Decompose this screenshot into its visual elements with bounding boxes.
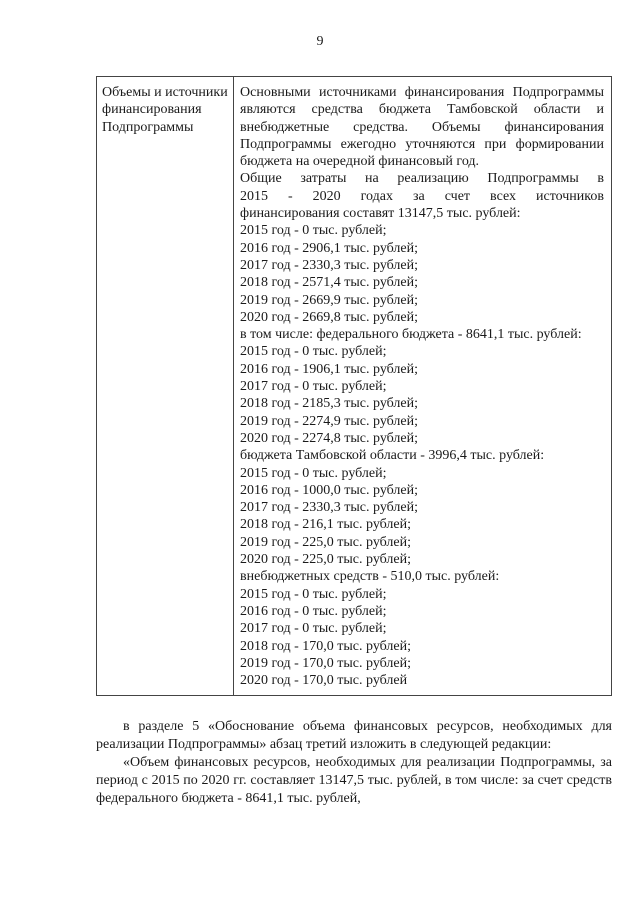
list-item: 2019 год - 170,0 тыс. рублей; (240, 655, 412, 671)
list-item: 2017 год - 2330,3 тыс. рублей; (240, 500, 419, 516)
list-item: 2018 год - 2185,3 тыс. рублей; (240, 396, 419, 412)
financing-intro: Основными источниками финансирования Подпрограммы являются средства бюджета Тамбовской области и внебюджетные средства. Объемы финансирования Подпрограммы ежегодно уточняются при формировании бюджета на очередной финансовый год. (240, 85, 604, 170)
amendment-paragraph: в разделе 5 «Обоснование объема финансовых ресурсов, необходимых для реализации Подпрограммы» абзац третий изложить в следующей редакции: (96, 719, 612, 752)
federal-years-list (240, 343, 604, 447)
financing-table (96, 76, 612, 696)
list-item: 2015 год - 0 тыс. рублей; (240, 223, 387, 239)
list-item: 2018 год - 2571,4 тыс. рублей; (240, 275, 419, 291)
list-item: 2017 год - 0 тыс. рублей; (240, 379, 387, 395)
total-years-list (240, 222, 604, 326)
list-item: 2020 год - 170,0 тыс. рублей (240, 673, 408, 689)
federal-heading: в том числе: федерального бюджета - 8641,1 тыс. рублей: (240, 327, 582, 343)
list-item: 2016 год - 1906,1 тыс. рублей; (240, 361, 419, 377)
page-number: 9 (316, 34, 324, 49)
extrabudget-heading: внебюджетных средств - 510,0 тыс. рублей: (240, 569, 500, 585)
list-item: 2020 год - 2274,8 тыс. рублей; (240, 430, 419, 446)
list-item: 2015 год - 0 тыс. рублей; (240, 586, 387, 602)
total-line: финансирования составят 13147,5 тыс. рублей: (240, 206, 521, 222)
total-line: 2015 - 2020 годах за счет всех источников (240, 188, 604, 204)
financing-paragraph: «Объем финансовых ресурсов, необходимых для реализации Подпрограммы, за период с 2015 по 2020 гг. составляет 13147,5 тыс. рублей, в том числе: за счет средств федерального бюджета - 8641,1 тыс. рублей, (96, 755, 612, 806)
list-item: 2017 год - 2330,3 тыс. рублей; (240, 257, 419, 273)
table-row (97, 77, 612, 696)
list-item: 2019 год - 2669,9 тыс. рублей; (240, 292, 419, 308)
row-label: Объемы и источники финансирования Подпрограммы (102, 85, 228, 135)
list-item: 2016 год - 2906,1 тыс. рублей; (240, 240, 419, 256)
total-line: Общие затраты на реализацию Подпрограммы в (240, 171, 604, 187)
list-item: 2018 год - 170,0 тыс. рублей; (240, 638, 412, 654)
list-item: 2020 год - 225,0 тыс. рублей; (240, 552, 412, 568)
list-item: 2016 год - 1000,0 тыс. рублей; (240, 482, 419, 498)
list-item: 2019 год - 2274,9 тыс. рублей; (240, 413, 419, 429)
extrabudget-years-list (240, 586, 604, 690)
regional-years-list (240, 465, 604, 569)
list-item: 2015 год - 0 тыс. рублей; (240, 465, 387, 481)
list-item: 2019 год - 225,0 тыс. рублей; (240, 534, 412, 550)
regional-heading: бюджета Тамбовской области - 3996,4 тыс. рублей: (240, 448, 545, 464)
row-content-cell (234, 77, 612, 696)
list-item: 2020 год - 2669,8 тыс. рублей; (240, 309, 419, 325)
list-item: 2016 год - 0 тыс. рублей; (240, 603, 387, 619)
list-item: 2017 год - 0 тыс. рублей; (240, 621, 387, 637)
list-item: 2018 год - 216,1 тыс. рублей; (240, 517, 412, 533)
row-label-cell (97, 77, 234, 696)
list-item: 2015 год - 0 тыс. рублей; (240, 344, 387, 360)
